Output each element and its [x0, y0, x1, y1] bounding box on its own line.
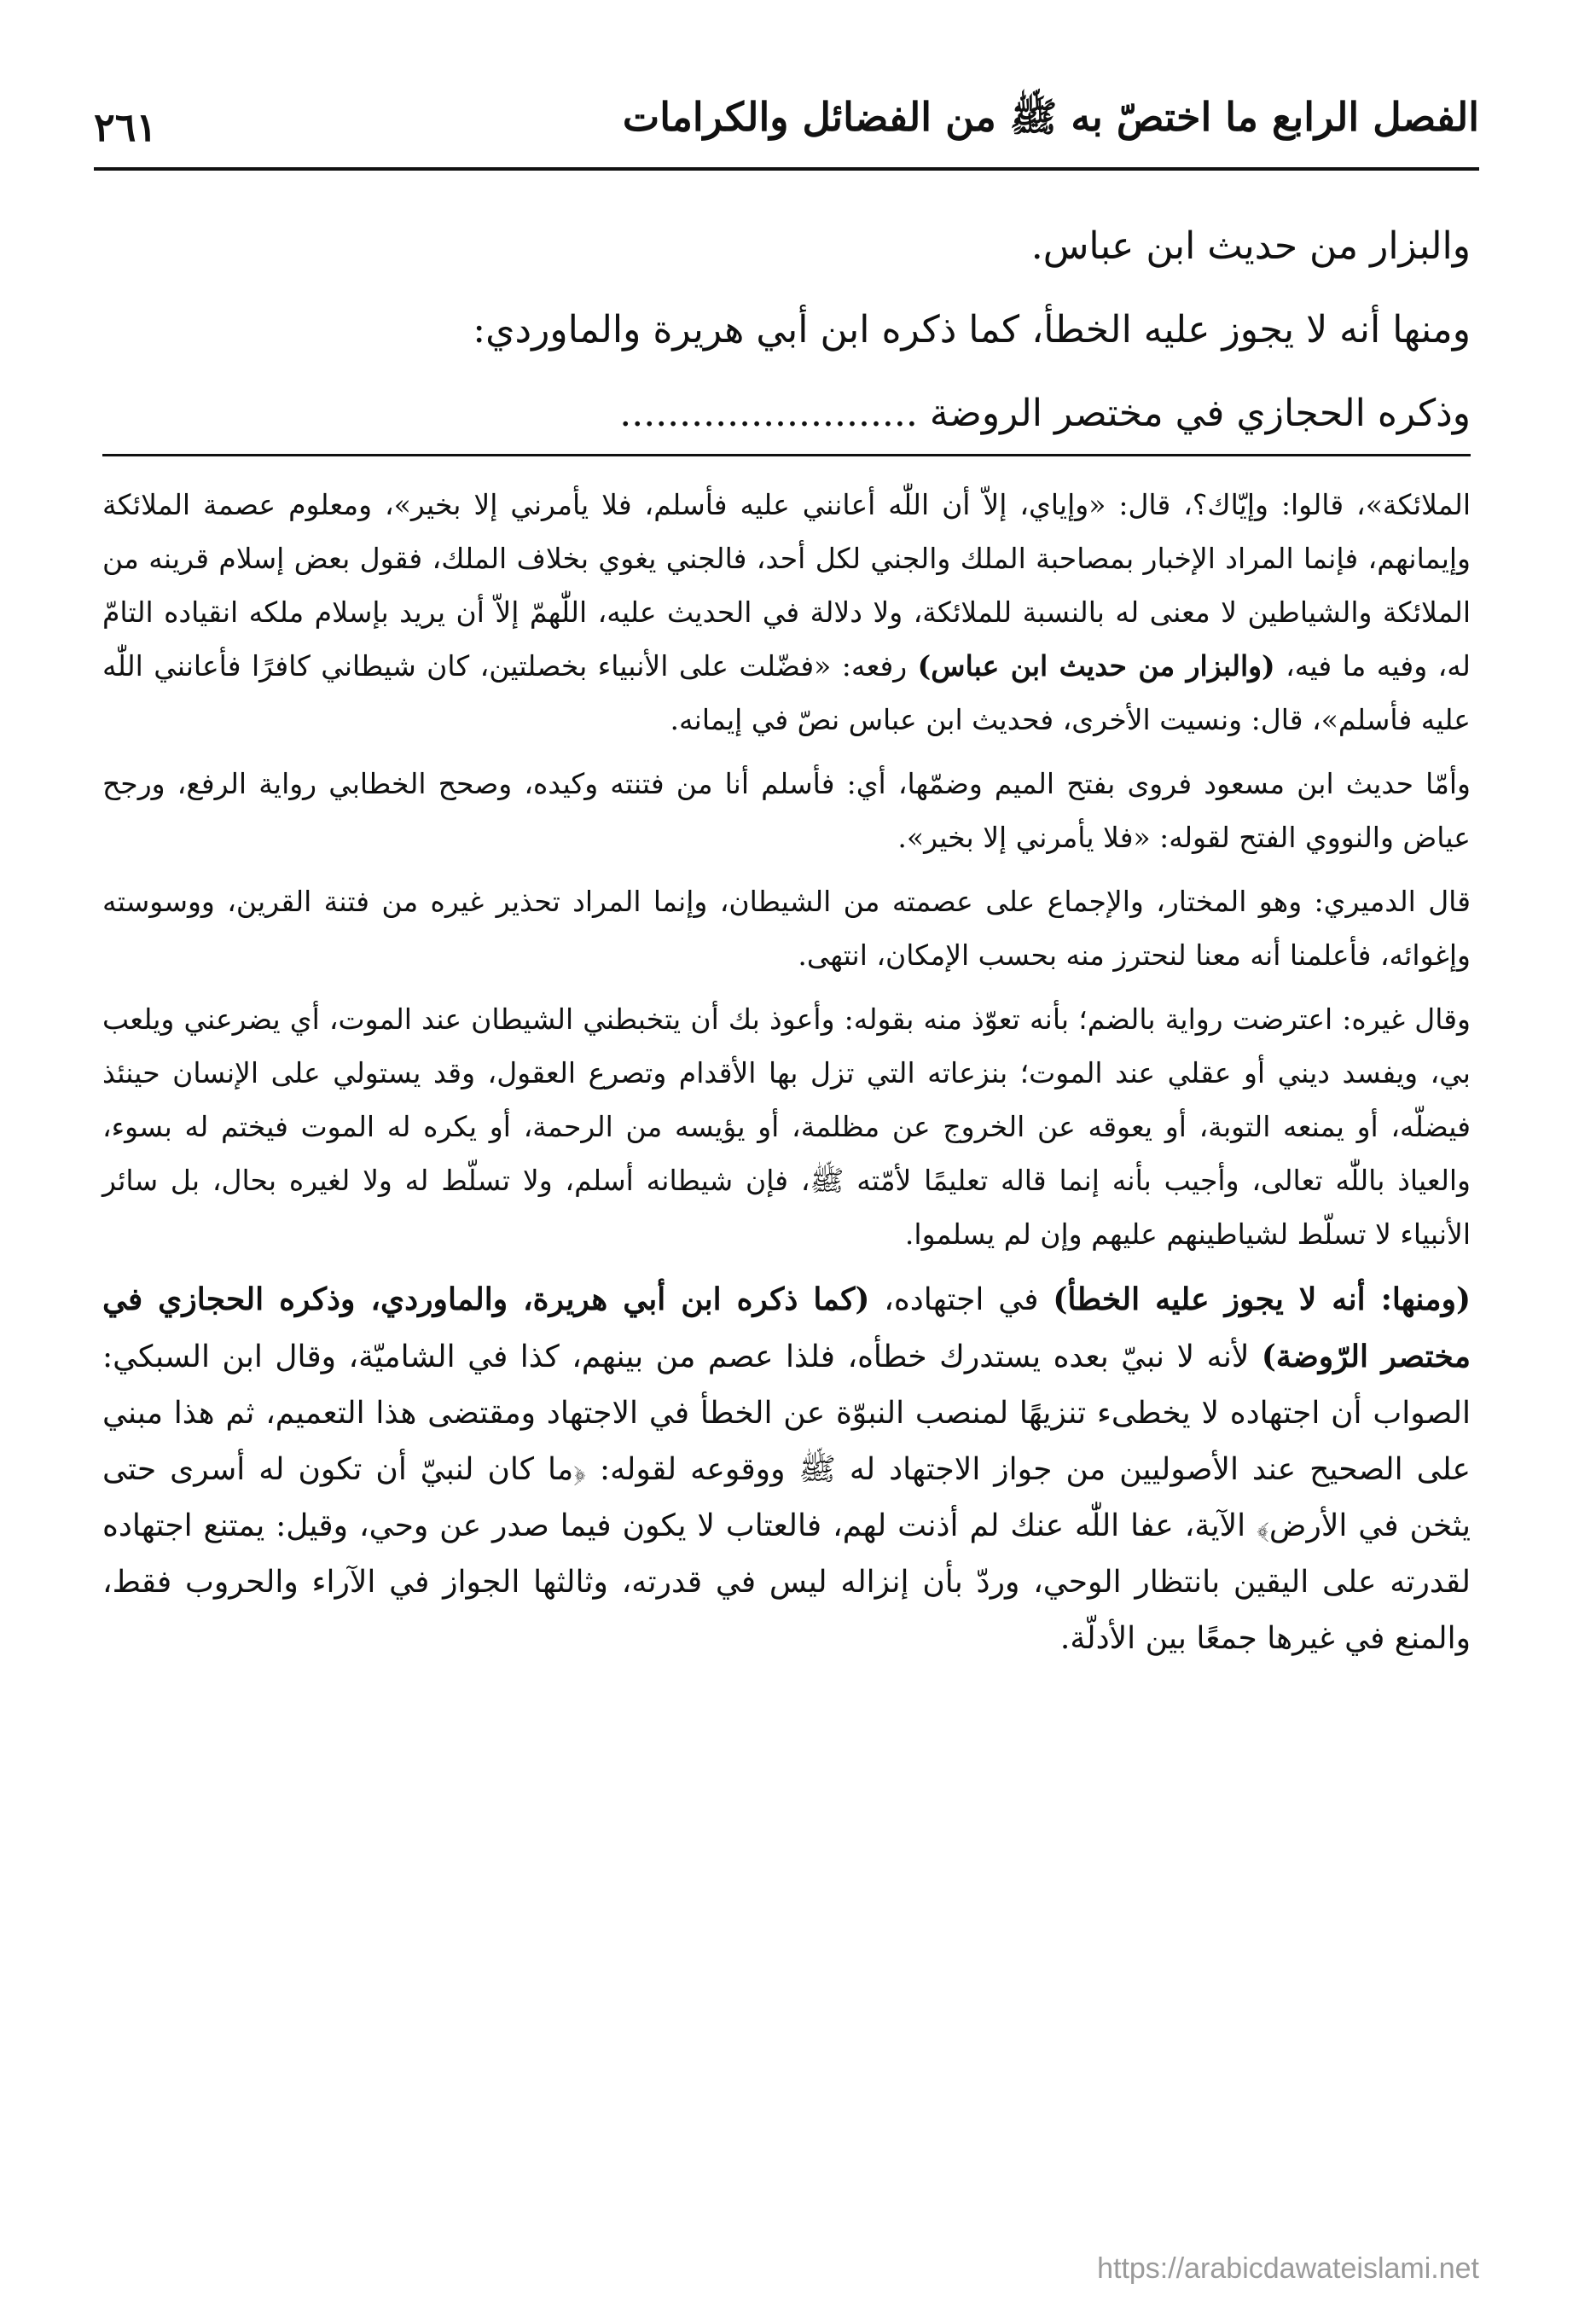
commentary-text: لأنه لا نبيّ بعده يستدرك خطأه، فلذا عصم من بينهم، كذا في الشاميّة، وقال ابن السبكي: الصواب أن اجتهاده لا يخطىء تنزيهًا لمنصب النبوّة عن الخطأ في الاجتهاد ومقتضى هذا التعميم، ثم هذا مبني على الصحيح عند الأصوليين من جواز الاجتهاد له ﷺ ووقوعه لقوله: ﴿ما كان لنبيّ أن تكون له أسرى حتى يثخن في الأرض﴾ الآية، عفا اللّٰه عنك لم أذنت لهم، فالعتاب لا يكون فيما صدر عن وحي، وقيل: يمتنع اجتهاده لقدرته على اليقين بانتظار الوحي، وردّ بأن إنزاله ليس في قدرته، وثالثها الجواز في الآراء والحروب فقط، والمنع في غيرها جمعًا بين الأدلّة. [102, 1339, 1471, 1656]
ellipsis-dots: ......................... [619, 392, 918, 435]
commentary-paragraph: قال الدميري: وهو المختار، والإجماع على عصمته من الشيطان، وإنما المراد تحذير غيره من فتنة القرين، ووسوسته وإغوائه، فأعلمنا أنه معنا لنحترز منه بحسب الإمكان، انتهى. [102, 885, 1471, 972]
commentary-text: في اجتهاده، [869, 1282, 1054, 1317]
section-separator-rule [102, 454, 1471, 456]
main-text-line: والبزار من حديث ابن عباس. [1030, 224, 1471, 268]
commentary-paragraph: وأمّا حديث ابن مسعود فروى بفتح الميم وضمّها، أي: فأسلم أنا من فتنته وكيده، وصحح الخطابي رواية الرفع، ورجح عياض والنووي الفتح لقوله: «فلا يأمرني إلا بخير». [102, 767, 1471, 854]
running-head [94, 82, 1479, 150]
quoted-matn-bold: (ومنها: أنه لا يجوز عليه الخطأ) [1053, 1281, 1471, 1317]
quoted-matn-bold: (والبزار من حديث ابن عباس) [917, 649, 1275, 683]
commentary-block [102, 478, 1471, 1677]
commentary-paragraph [102, 478, 1471, 747]
commentary-paragraph [102, 1271, 1471, 1667]
commentary-text: الملائكة»، قالوا: وإيّاك؟، قال: «وإياي، إلاّ أن اللّٰه أعانني عليه فأسلم، فلا يأمرني إلا بخير»، ومعلوم عصمة الملائكة وإيمانهم، فإنما المراد الإخبار بمصاحبة الملك والجني لكل أحد، فالجني يغوي بخلاف الملك، فقول بعض إسلام قرينه من الملائكة والشياطين لا معنى له بالنسبة للملائكة، ولا دلالة في الحديث عليه، اللّٰهمّ إلاّ أن يريد بإسلام ملكه انقياده التامّ له، وفيه ما فيه، [102, 488, 1471, 683]
watermark-url: https://arabicdawateislami.net [1097, 2252, 1479, 2285]
page-number: ٢٦١ [94, 104, 158, 150]
header-rule [94, 167, 1479, 171]
main-text-line [102, 372, 1471, 456]
quoted-matn-bold: (كما ذكره ابن أبي هريرة، والماوردي، وذكره الحجازي في مختصر الرّوضة) [102, 1281, 1471, 1374]
commentary-paragraph: وقال غيره: اعترضت رواية بالضم؛ بأنه تعوّذ منه بقوله: وأعوذ بك أن يتخبطني الشيطان عند الموت، أي يضرعني ويلعب بي، ويفسد ديني أو عقلي عند الموت؛ بنزعاته التي تزل بها الأقدام وتصرع العقول، وقد يستولي على الإنسان حينئذ فيضلّه، أو يمنعه التوبة، أو يعوقه عن الخروج عن مظلمة، أو يؤيسه من الرحمة، أو يكره له الموت فيختم له بسوء، والعياذ باللّٰه تعالى، وأجيب بأنه إنما قاله تعليمًا لأمّته ﷺ، فإن شيطانه أسلم، ولا تسلّط له ولا لغيره بحال، بل سائر الأنبياء لا تسلّط لشياطينهم عليهم وإن لم يسلموا. [102, 1002, 1471, 1251]
commentary-text: رفعه: «فضّلت على الأنبياء بخصلتين، كان شيطاني كافرًا فأعانني اللّٰه عليه فأسلم»، قال: ونسيت الأخرى، فحديث ابن عباس نصّ في إيمانه. [102, 649, 1471, 736]
chapter-title: الفصل الرابع ما اختصّ به ﷺ من الفضائل والكرامات [622, 94, 1479, 140]
main-text-line: ومنها أنه لا يجوز عليه الخطأ، كما ذكره ابن أبي هريرة والماوردي: [473, 308, 1471, 352]
main-text-block [102, 205, 1471, 456]
main-text-line-text: وذكره الحجازي في مختصر الروضة [929, 392, 1471, 435]
